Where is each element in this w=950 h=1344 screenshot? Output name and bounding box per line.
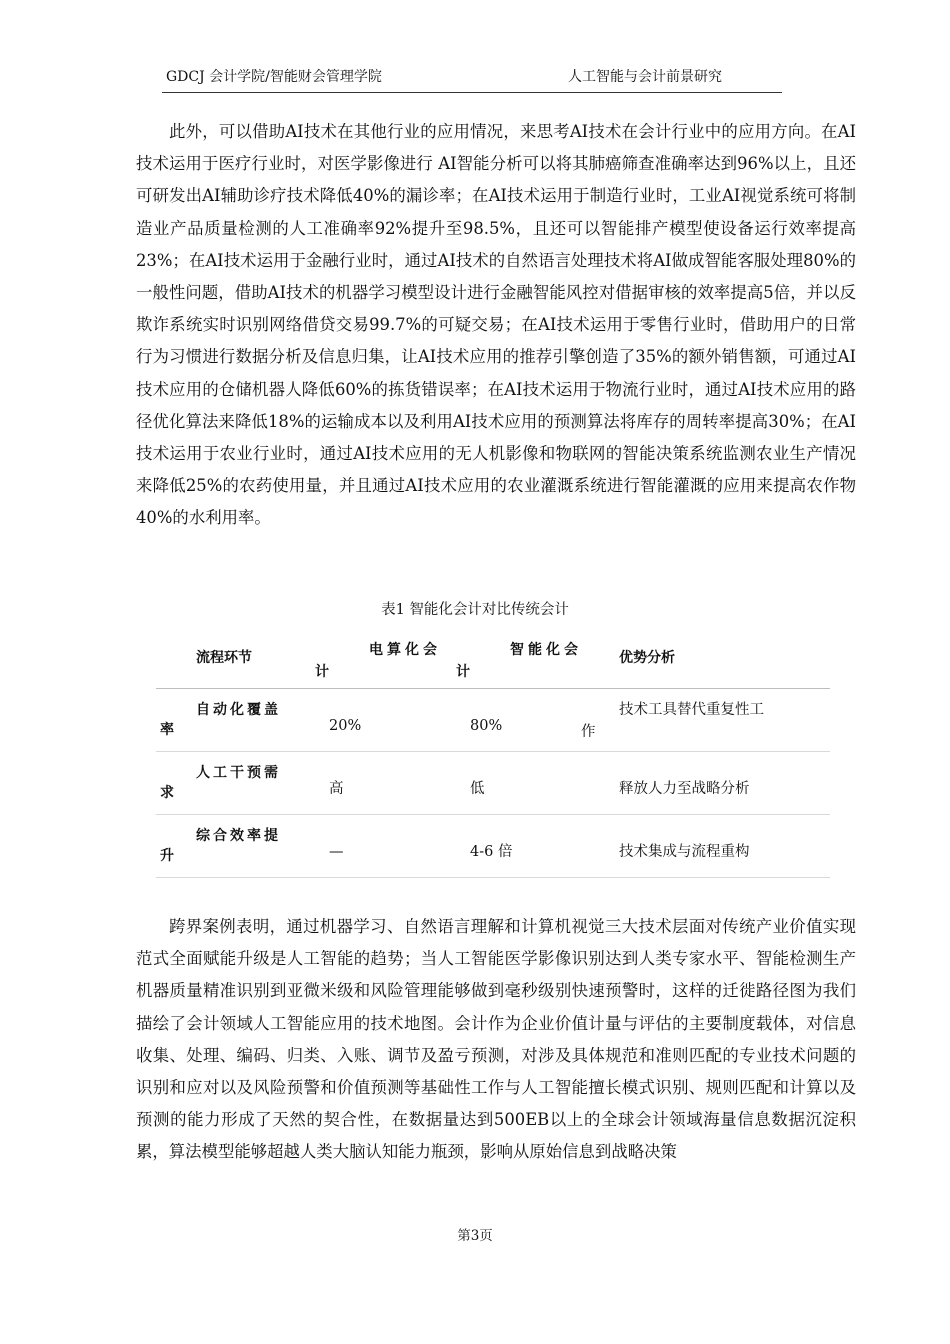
ecomp-cell	[329, 689, 470, 752]
row-label-cell	[156, 815, 329, 878]
smart-value: 4-6 倍	[470, 844, 513, 860]
table-row	[156, 752, 830, 815]
row-label-cell	[156, 752, 329, 815]
ecomp-cell	[329, 752, 470, 815]
header-smart-tail: 计	[456, 664, 474, 680]
header-smart-lead: 智能化会	[510, 642, 582, 658]
smart-value: 80%	[470, 718, 503, 734]
advantage-cell	[611, 752, 830, 815]
header-advantage-label: 优势分析	[619, 650, 675, 666]
page-number: 第3页	[457, 1228, 493, 1244]
table-row	[156, 689, 830, 752]
header-ecomp-lead: 电算化会	[369, 642, 441, 658]
comparison-table	[156, 628, 830, 878]
page-header	[162, 66, 782, 93]
header-advantage	[611, 628, 830, 689]
row-label-cell	[156, 689, 329, 752]
advantage-text: 技术集成与流程重构	[619, 844, 750, 860]
header-smart	[456, 628, 611, 689]
header-school: GDCJ 会计学院/智能财会管理学院	[166, 69, 382, 85]
smart-cell	[470, 752, 611, 815]
body-paragraph-2: 跨界案例表明，通过机器学习、自然语言理解和计算机视觉三大技术层面对传统产业价值实现范式全面赋能升级是人工智能的趋势；当人工智能医学影像识别达到人类专家水平、智能检测生产机器质量精准识别到亚微米级和风险管理能够做到毫秒级别快速预警时，这样的迁徙路径图为我们描绘了会计领域人工智能应用的技术地图。会计作为企业价值计量与评估的主要制度载体，对信息收集、处理、编码、归类、入账、调节及盈亏预测，对涉及具体规范和准则匹配的专业技术问题的识别和应对以及风险预警和价值预测等基础性工作与人工智能擅长模式识别、规则匹配和计算以及预测的能力形成了天然的契合性，在数据量达到500EB以上的全球会计领域海量信息数据沉淀积累，算法模型能够超越人类大脑认知能力瓶颈，影响从原始信息到战略决策	[136, 917, 856, 1162]
body-paragraph-1: 此外，可以借助AI技术在其他行业的应用情况，来思考AI技术在会计行业中的应用方向。在AI技术运用于医疗行业时，对医学影像进行 AI智能分析可以将其肺癌筛查准确率达到96%以上，且还可研发出AI辅助诊疗技术降低40%的漏诊率；在AI技术运用于制造行业时，工业AI视觉系统可将制造业产品质量检测的人工准确率92%提升至98.5%，且还可以智能排产模型使设备运行效率提高23%；在AI技术运用于金融行业时，通过AI技术的自然语言处理技术将AI做成智能客服处理80%的一般性问题，借助AI技术的机器学习模型设计进行金融智能风控对借据审核的效率提高5倍，并以反欺诈系统实时识别网络借贷交易99.7%的可疑交易；在AI技术运用于零售行业时，借助用户的日常行为习惯进行数据分析及信息归集，让AI技术应用的推荐引擎创造了35%的额外销售额，可通过AI技术应用的仓储机器人降低60%的拣货错误率；在AI技术运用于物流行业时，通过AI技术应用的路径优化算法来降低18%的运输成本以及利用AI技术应用的预测算法将库存的周转率提高30%；在AI技术运用于农业行业时，通过AI技术应用的无人机影像和物联网的智能决策系统监测农业生产情况来降低25%的农药使用量，并且通过AI技术应用的农业灌溉系统进行智能灌溉的应用来提高农作物40%的水利用率。	[136, 122, 856, 528]
row-label-lead: 人工干预需	[196, 765, 281, 781]
ecomp-value: 20%	[329, 718, 362, 734]
smart-cell	[470, 815, 611, 878]
header-title: 人工智能与会计前景研究	[568, 69, 722, 85]
row-label-lead: 自动化覆盖	[196, 702, 281, 718]
advantage-text-tail: 作	[581, 724, 596, 740]
advantage-text: 技术工具替代重复性工	[619, 702, 764, 718]
advantage-cell	[581, 689, 830, 752]
ecomp-cell	[329, 815, 470, 878]
table-header-row	[156, 628, 830, 689]
header-ecomp-tail: 计	[315, 664, 333, 680]
table-caption: 表1 智能化会计对比传统会计	[381, 602, 569, 618]
advantage-cell	[611, 815, 830, 878]
header-ecomp	[315, 628, 470, 689]
row-label-lead: 综合效率提	[196, 828, 281, 844]
ecomp-value: —	[329, 844, 344, 860]
row-label-tail: 率	[160, 722, 177, 738]
smart-value: 低	[470, 781, 485, 797]
ecomp-value: 高	[329, 781, 344, 797]
header-process	[156, 628, 329, 689]
header-process-label: 流程环节	[196, 650, 252, 666]
row-label-tail: 求	[160, 785, 177, 801]
advantage-text: 释放人力至战略分析	[619, 781, 750, 797]
table-row	[156, 815, 830, 878]
row-label-tail: 升	[160, 848, 177, 864]
